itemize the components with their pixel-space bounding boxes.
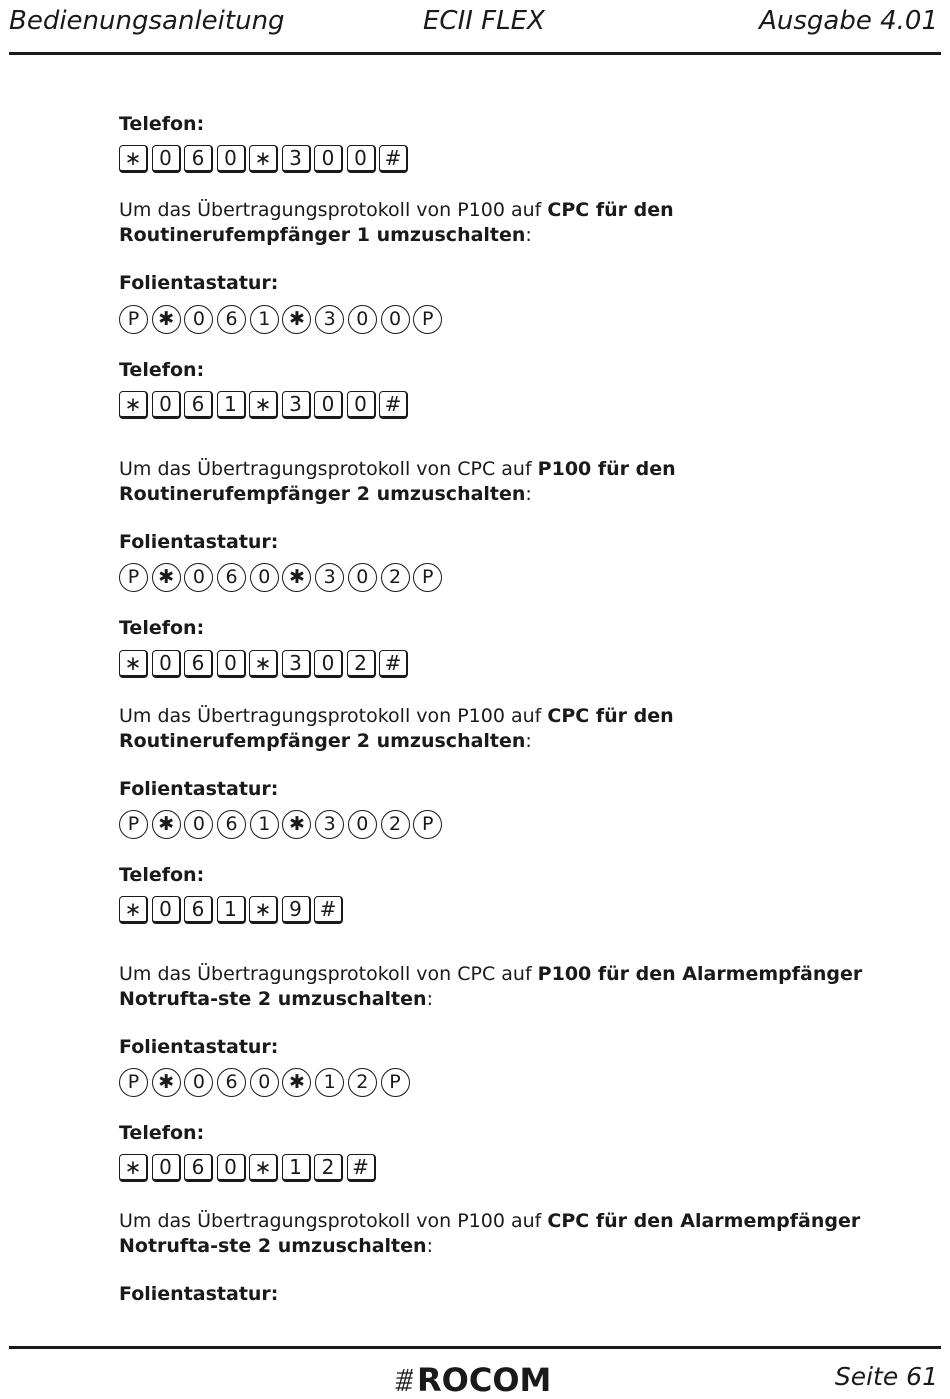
phone-key: 1	[217, 896, 246, 924]
membrane-key: P	[413, 305, 442, 334]
phone-key: 0	[152, 896, 181, 924]
phone-key: 0	[314, 391, 343, 419]
rocom-logo-text: ROCOM	[417, 1361, 552, 1399]
telefon-key-sequence	[119, 391, 412, 423]
instruction-colon: :	[426, 1235, 433, 1257]
phone-key: ∗	[119, 650, 148, 678]
instruction-paragraph	[119, 198, 909, 248]
phone-key: 6	[184, 896, 213, 924]
phone-key: 6	[184, 1154, 213, 1182]
phone-key: ∗	[249, 1154, 278, 1182]
membrane-key: ✱	[152, 1068, 181, 1097]
membrane-key: 3	[315, 563, 344, 592]
phone-key: 0	[347, 391, 376, 419]
membrane-key: P	[119, 1068, 148, 1097]
instruction-colon: :	[525, 730, 532, 752]
membrane-key: 0	[184, 810, 213, 839]
membrane-key: 6	[217, 1068, 246, 1097]
membrane-key: P	[413, 810, 442, 839]
phone-key: 1	[217, 391, 246, 419]
telefon-label: Telefon:	[119, 864, 205, 886]
membrane-key: P	[413, 563, 442, 592]
phone-key: ∗	[119, 391, 148, 419]
folientastatur-key-sequence	[119, 305, 446, 337]
membrane-key: ✱	[282, 1068, 311, 1097]
phone-key: 0	[217, 1154, 246, 1182]
footer-rule	[9, 1346, 941, 1349]
instruction-paragraph	[119, 1209, 909, 1259]
header-edition: Ausgabe 4.01	[759, 6, 938, 36]
instruction-paragraph	[119, 457, 909, 507]
phone-key: 0	[152, 145, 181, 173]
telefon-key-sequence	[119, 896, 347, 928]
instruction-emphasis: CPC für den Alarmempfänger Notrufta-ste 2 umzuschalten	[119, 1210, 861, 1257]
phone-key: 0	[152, 650, 181, 678]
phone-key: ∗	[119, 145, 148, 173]
membrane-key: 2	[381, 810, 410, 839]
telefon-label: Telefon:	[119, 617, 205, 639]
membrane-key: 0	[348, 563, 377, 592]
membrane-key: 3	[315, 305, 344, 334]
phone-key: 0	[152, 1154, 181, 1182]
phone-key: 6	[184, 145, 213, 173]
instruction-emphasis: CPC für den Routinerufempfänger 1 umzuschalten	[119, 199, 674, 246]
folientastatur-key-sequence	[119, 563, 446, 595]
membrane-key: 0	[184, 1068, 213, 1097]
membrane-key: P	[119, 305, 148, 334]
phone-key: 0	[314, 650, 343, 678]
page-number: Seite 61	[834, 1362, 938, 1391]
phone-key: #	[347, 1154, 376, 1182]
telefon-label: Telefon:	[119, 113, 205, 135]
phone-key: 3	[282, 650, 311, 678]
membrane-key: ✱	[152, 563, 181, 592]
phone-key: 0	[217, 650, 246, 678]
membrane-key: ✱	[152, 305, 181, 334]
instruction-text: Um das Übertragungsprotokoll von CPC auf	[119, 458, 538, 480]
membrane-key: P	[119, 563, 148, 592]
rocom-logo	[395, 1363, 551, 1397]
folientastatur-label: Folientastatur:	[119, 778, 279, 800]
header-manual-title: Bedienungsanleitung	[9, 6, 285, 36]
instruction-colon: :	[525, 483, 532, 505]
folientastatur-key-sequence	[119, 1068, 413, 1100]
instruction-text: Um das Übertragungsprotokoll von P100 auf	[119, 1210, 548, 1232]
phone-key: ∗	[249, 896, 278, 924]
phone-key: 0	[152, 391, 181, 419]
phone-key: 6	[184, 391, 213, 419]
membrane-key: 0	[184, 563, 213, 592]
phone-key: 0	[347, 145, 376, 173]
phone-key: #	[314, 896, 343, 924]
phone-key: 1	[282, 1154, 311, 1182]
telefon-key-sequence	[119, 145, 412, 177]
membrane-key: 3	[315, 810, 344, 839]
phone-key: 0	[314, 145, 343, 173]
instruction-paragraph	[119, 962, 909, 1012]
membrane-key: P	[381, 1068, 410, 1097]
membrane-key: ✱	[282, 810, 311, 839]
membrane-key: 0	[250, 563, 279, 592]
header-product-name: ECII FLEX	[423, 6, 545, 36]
membrane-key: 0	[348, 810, 377, 839]
membrane-key: 2	[348, 1068, 377, 1097]
folientastatur-label: Folientastatur:	[119, 272, 279, 294]
membrane-key: 1	[250, 305, 279, 334]
phone-key: ∗	[119, 896, 148, 924]
telefon-label: Telefon:	[119, 1122, 205, 1144]
phone-key: ∗	[119, 1154, 148, 1182]
phone-key: 0	[217, 145, 246, 173]
folientastatur-label: Folientastatur:	[119, 531, 279, 553]
phone-key: ∗	[249, 145, 278, 173]
rocom-logo-mark-icon	[395, 1367, 415, 1393]
folientastatur-label: Folientastatur:	[119, 1283, 279, 1305]
membrane-key: 1	[315, 1068, 344, 1097]
membrane-key: 0	[348, 305, 377, 334]
membrane-key: 0	[250, 1068, 279, 1097]
phone-key: #	[379, 650, 408, 678]
folientastatur-label: Folientastatur:	[119, 1036, 279, 1058]
membrane-key: ✱	[282, 305, 311, 334]
membrane-key: 6	[217, 810, 246, 839]
telefon-label: Telefon:	[119, 359, 205, 381]
phone-key: #	[379, 391, 408, 419]
instruction-paragraph	[119, 704, 909, 754]
phone-key: ∗	[249, 650, 278, 678]
membrane-key: P	[119, 810, 148, 839]
membrane-key: 0	[381, 305, 410, 334]
phone-key: ∗	[249, 391, 278, 419]
header-rule	[9, 52, 941, 55]
membrane-key: 6	[217, 305, 246, 334]
instruction-emphasis: P100 für den Routinerufempfänger 2 umzuschalten	[119, 458, 676, 505]
instruction-emphasis: CPC für den Routinerufempfänger 2 umzuschalten	[119, 705, 674, 752]
instruction-emphasis: P100 für den Alarmempfänger Notrufta-ste 2 umzuschalten	[119, 963, 863, 1010]
instruction-colon: :	[426, 988, 433, 1010]
membrane-key: 2	[381, 563, 410, 592]
membrane-key: ✱	[282, 563, 311, 592]
folientastatur-key-sequence	[119, 810, 446, 842]
membrane-key: 0	[184, 305, 213, 334]
instruction-text: Um das Übertragungsprotokoll von P100 auf	[119, 705, 548, 727]
telefon-key-sequence	[119, 1154, 379, 1186]
membrane-key: 1	[250, 810, 279, 839]
phone-key: 6	[184, 650, 213, 678]
membrane-key: ✱	[152, 810, 181, 839]
page-header	[0, 0, 950, 56]
phone-key: #	[379, 145, 408, 173]
instruction-text: Um das Übertragungsprotokoll von P100 auf	[119, 199, 548, 221]
phone-key: 3	[282, 391, 311, 419]
phone-key: 3	[282, 145, 311, 173]
phone-key: 9	[282, 896, 311, 924]
phone-key: 2	[347, 650, 376, 678]
phone-key: 2	[314, 1154, 343, 1182]
telefon-key-sequence	[119, 650, 412, 682]
instruction-text: Um das Übertragungsprotokoll von CPC auf	[119, 963, 538, 985]
instruction-colon: :	[525, 224, 532, 246]
membrane-key: 6	[217, 563, 246, 592]
